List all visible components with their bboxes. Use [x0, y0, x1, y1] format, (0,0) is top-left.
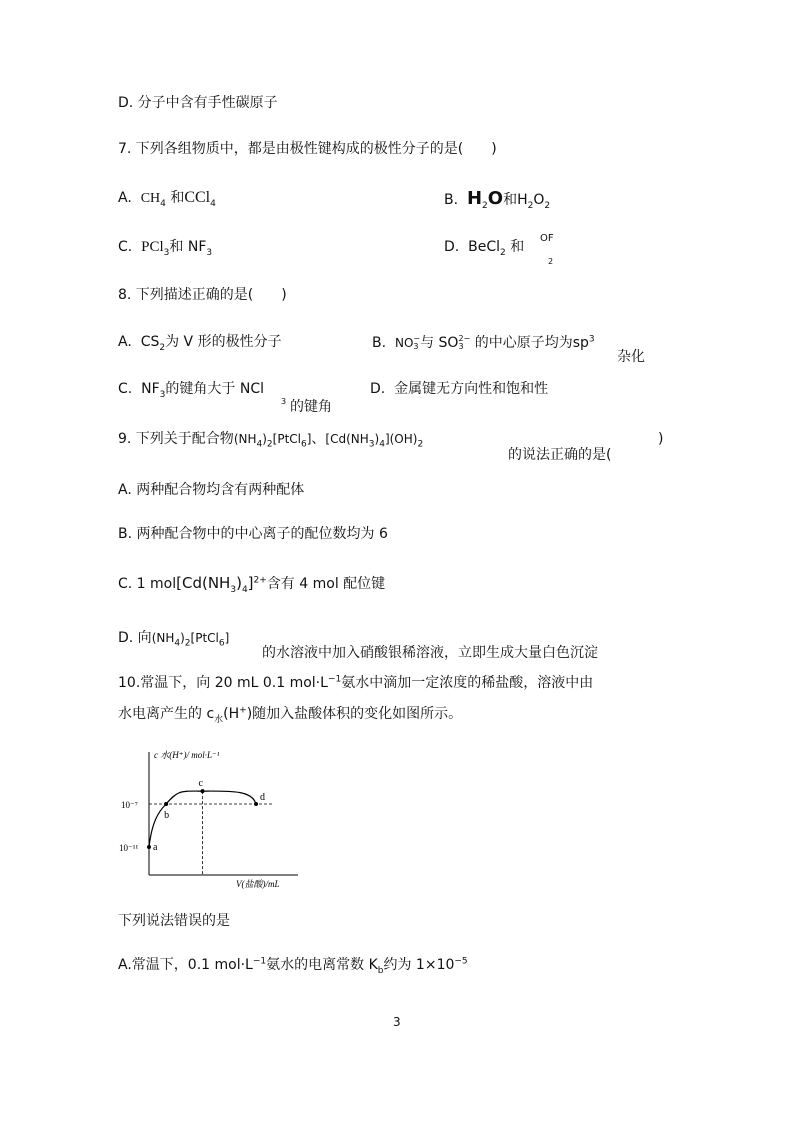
q7-option-b: B. $H_2O$和$H_2O_2$ — [444, 188, 551, 211]
q8-option-c-sub: 3 — [281, 397, 287, 406]
q9-close-paren: ) — [658, 431, 664, 447]
q7-stem: 7. 下列各组物质中，都是由极性键构成的极性分子的是( ) — [118, 141, 497, 157]
q8-option-d: D. 金属键无方向性和饱和性 — [370, 381, 549, 397]
point-label-d: d — [260, 792, 265, 803]
q8-option-c-tail: 的键角 — [290, 399, 332, 415]
q7-fragment: OF — [540, 233, 554, 244]
q10-option-a: A.常温下，0.1 $mol\cdot L^{-1}$氨水的电离常数 $K_b$约为 $1\times 10^{-5}$ — [118, 956, 468, 976]
q9-stem-tail: 的说法正确的是( — [508, 447, 612, 463]
q8-option-c: C. $NF_3$的键角大于 NCl — [118, 381, 264, 400]
q8-option-b-tail: 杂化 — [617, 349, 645, 365]
titration-chart — [118, 742, 318, 892]
y-axis-label: c 水(H⁺)/ mol·L⁻¹ — [154, 750, 220, 760]
point-label-c: c — [198, 778, 203, 790]
q8-stem: 8. 下列描述正确的是( ) — [118, 287, 287, 303]
q9-option-b: B. 两种配合物中的中心离子的配位数均为 6 — [118, 526, 388, 542]
q8-option-a: A. $CS_2$为 V 形的极性分子 — [118, 334, 282, 353]
point-d — [254, 802, 258, 806]
q7-option-d: D. BeCl$_2$ 和 — [444, 239, 525, 258]
ytick-1e-7: 10⁻⁷ — [121, 800, 138, 810]
point-c — [201, 789, 205, 793]
ytick-1e-11: 10⁻¹¹ — [119, 843, 139, 853]
point-label-a: a — [153, 842, 158, 853]
x-axis-label: V(盐酸)/mL — [236, 879, 280, 889]
q9-option-d-tail: 的水溶液中加入硝酸银稀溶液，立即生成大量白色沉淀 — [262, 645, 598, 661]
q9-option-c: C. 1 $mol[Cd(NH_3)_4]^{2+}$含有 4 mol 配位键 — [118, 574, 386, 595]
q10-question: 下列说法错误的是 — [118, 913, 230, 929]
q10-line1: 10.常温下，向 20 mL 0.1 $mol\cdot L^{-1}$氨水中滴加一定浓度的稀盐酸，溶液中由 — [118, 674, 594, 691]
point-a — [147, 845, 151, 849]
point-b — [164, 802, 168, 806]
point-label-b: b — [164, 810, 170, 821]
q9-option-d: D. 向$(NH_4)_2[PtCl_6]$ — [118, 630, 230, 649]
page-number: 3 — [393, 1015, 401, 1029]
q8-option-b: B. NO− 3 与 SO2− 3 的中心原子均为$sp^3$ — [372, 334, 595, 351]
q6-option-d: D. 分子中含有手性碳原子 — [118, 95, 278, 111]
q10-line2: 水电离产生的 $c_水(H^+)$随加入盐酸体积的变化如图所示。 — [118, 705, 463, 725]
q7-fragment-sub: 2 — [548, 257, 554, 266]
q9-option-a: A. 两种配合物均含有两种配体 — [118, 482, 305, 498]
q7-option-c: C. PCl$_3$和 $NF_3$ — [118, 239, 213, 258]
q7-option-a: A. $CH_4$ 和CCl$_4$ — [118, 189, 216, 209]
q9-stem: 9. 下列关于配合物$(NH_4)_2[PtCl_6]$、$[Cd(NH_3)_4](OH)_2$ — [118, 431, 424, 450]
